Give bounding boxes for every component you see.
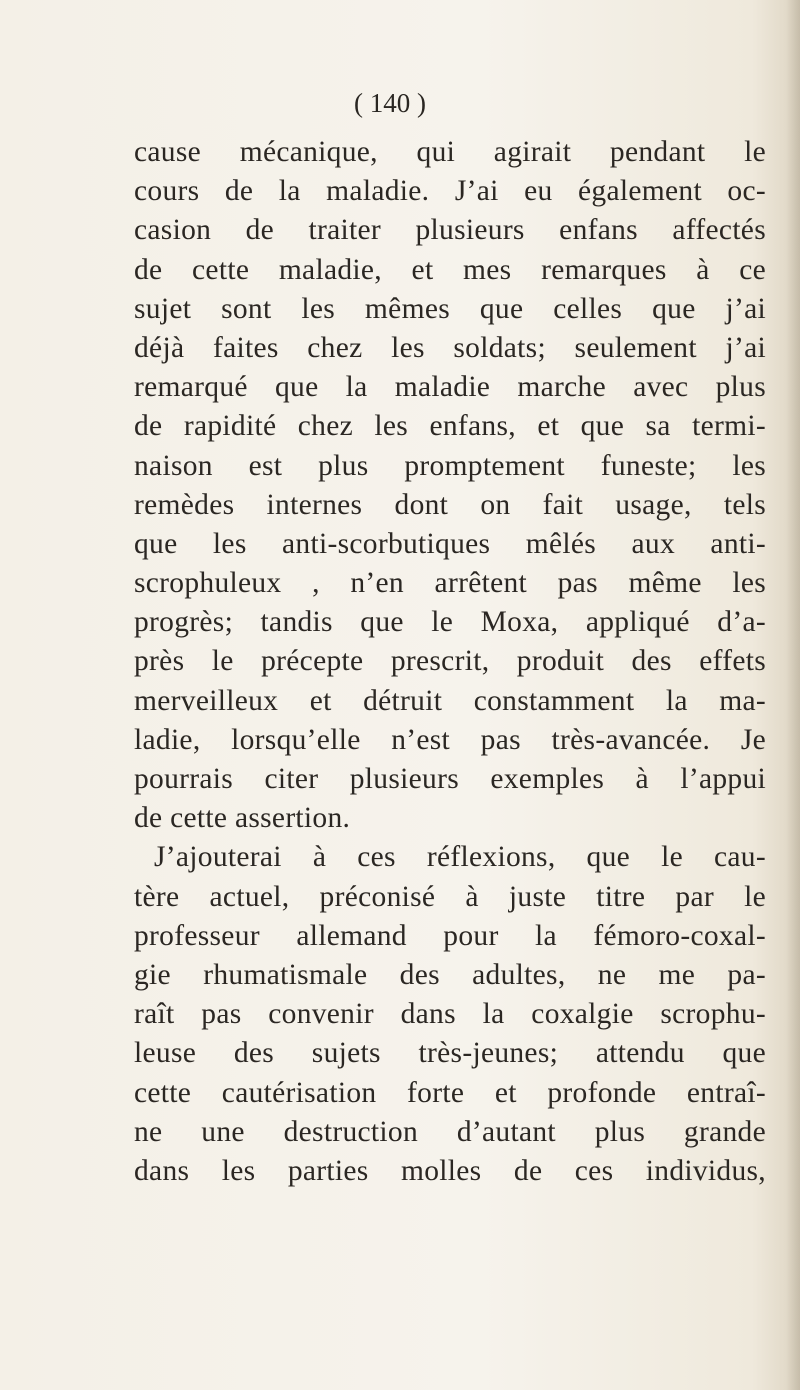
text-line-3: casion de traiter plusieurs enfans affectés	[134, 214, 766, 247]
text-line-19: J’ajouterai à ces réflexions, que le cau-	[154, 841, 766, 874]
text-line-15: merveilleux et détruit constamment la ma-	[134, 684, 766, 717]
body-text	[134, 133, 766, 1191]
text-line-26: ne une destruction d’autant plus grande	[134, 1115, 766, 1148]
text-line-10: remèdes internes dont on fait usage, tels	[134, 488, 766, 521]
text-line-12: scrophuleux , n’en arrêtent pas même les	[134, 567, 766, 600]
text-line-20: tère actuel, préconisé à juste titre par le	[134, 880, 766, 913]
text-line-7: remarqué que la maladie marche avec plus	[134, 371, 766, 404]
text-line-27: dans les parties molles de ces individus,	[134, 1154, 766, 1187]
text-line-18: de cette assertion.	[134, 802, 351, 835]
text-line-17: pourrais citer plusieurs exemples à l’appui	[134, 763, 766, 795]
text-line-23: raît pas convenir dans la coxalgie scrophu-	[134, 998, 766, 1031]
text-line-6: déjà faites chez les soldats; seulement j’ai	[134, 331, 766, 364]
text-line-14: près le précepte prescrit, produit des effets	[134, 645, 766, 678]
text-line-5: sujet sont les mêmes que celles que j’ai	[134, 292, 766, 325]
page-edge-shadow	[786, 0, 800, 1390]
text-line-22: gie rhumatismale des adultes, ne me pa-	[134, 958, 766, 991]
text-line-25: cette cautérisation forte et profonde entraî-	[134, 1076, 766, 1109]
text-line-1: cause mécanique, qui agirait pendant le	[134, 136, 766, 168]
text-line-13: progrès; tandis que le Moxa, appliqué d’a-	[134, 606, 766, 639]
page-number: ( 140 )	[354, 88, 426, 118]
text-line-8: de rapidité chez les enfans, et que sa termi-	[134, 410, 766, 443]
text-line-2: cours de la maladie. J’ai eu également oc-	[134, 175, 766, 208]
text-line-24: leuse des sujets très-jeunes; attendu que	[134, 1037, 766, 1070]
text-line-9: naison est plus promptement funeste; les	[134, 449, 766, 482]
text-line-4: de cette maladie, et mes remarques à ce	[134, 253, 766, 286]
text-line-21: professeur allemand pour la fémoro-coxal-	[134, 919, 766, 952]
text-line-16: ladie, lorsqu’elle n’est pas très-avancée. Je	[134, 723, 766, 756]
text-line-11: que les anti-scorbutiques mêlés aux anti-	[134, 527, 766, 560]
